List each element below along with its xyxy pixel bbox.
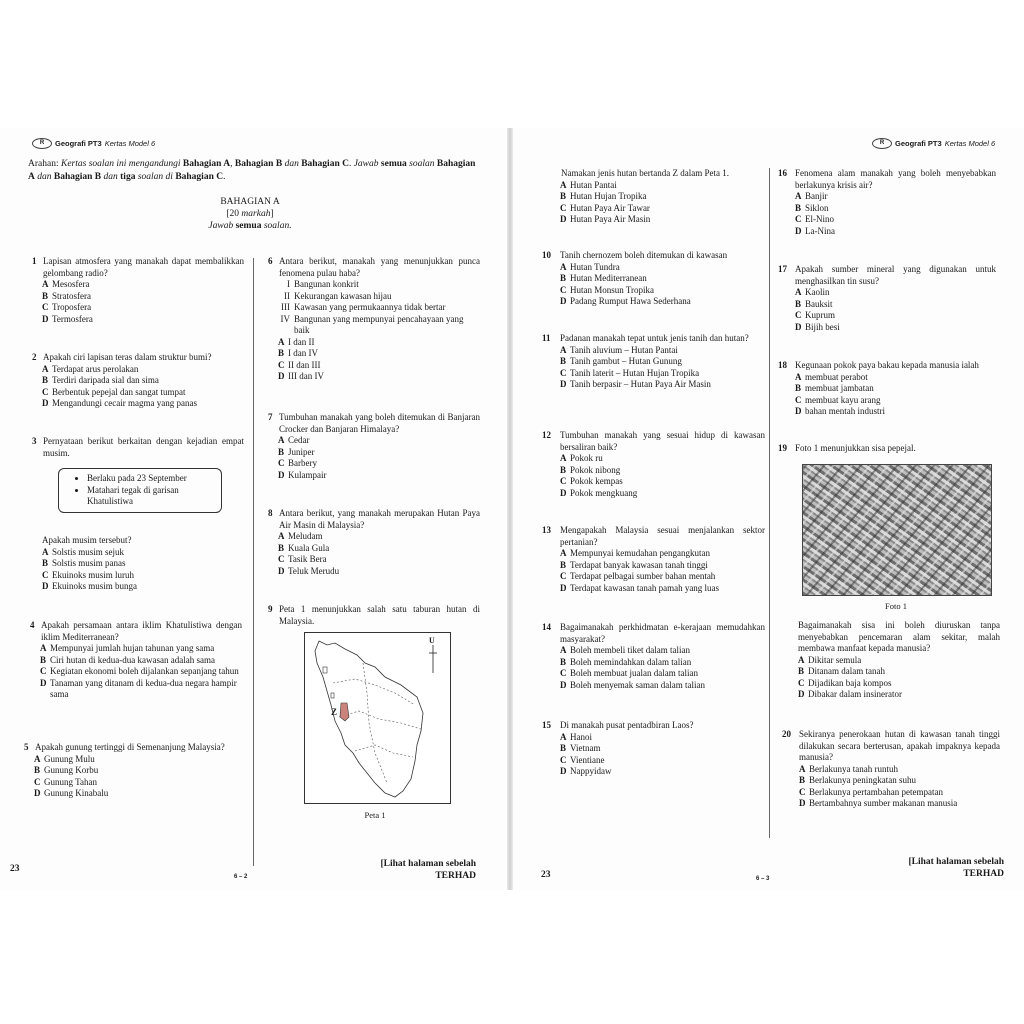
question-19-options: Bagaimanakah sisa ini boleh diuruskan tanpa menyebabkan pencemaran alam sekitar, malah membawa manfaat kepada manusia? A Dikitar semula B Ditanam dalam tanah C Dijadikan baja kompos D Dibakar dalam insinerator: [778, 620, 1000, 701]
header-subtitle: Kertas Model 6: [944, 139, 996, 148]
question-text: Tumbuhan manakah yang boleh ditemukan di Banjaran Crocker dan Banjaran Himalaya?: [279, 412, 480, 434]
question-text: Peta 1 menunjukkan salah satu taburan hutan di Malaysia.: [279, 604, 480, 626]
question-9-continued: Namakan jenis hutan bertanda Z dalam Peta 1. A Hutan Pantai B Hutan Hujan Tropika C Hutan Paya Air Tawar D Hutan Paya Air Masin: [550, 168, 765, 226]
right-header: [872, 138, 995, 150]
question-4: 4 Apakah persamaan antara iklim Khatulistiwa dengan iklim Mediterranean? A Mempunyai jumlah hujan tahunan yang sama B Ciri hutan di kedua-dua kawasan adalah sama C Kegiatan ekonomi boleh dijalankan sepanjang tahun D Tanaman yang ditanam di kedua-dua negara hampir sama: [30, 620, 242, 699]
map-label-z: Z: [331, 707, 338, 717]
question-text: Lapisan atmosfera yang manakah dapat membalikkan gelombang radio?: [43, 256, 244, 278]
peninsular-malaysia-map: [305, 633, 450, 803]
section-title: BAHAGIAN A: [220, 197, 280, 207]
column-divider: [253, 258, 254, 866]
question-text: Sekiranya penerokaan hutan di kawasan tanah tinggi dilakukan secara berterusan, apakah impaknya kepada manusia?: [799, 729, 1000, 762]
question-18: 18 Kegunaan pokok paya bakau kepada manusia ialah A membuat perabot B membuat jambatan C membuat kayu arang D bahan mentah industri: [778, 360, 996, 418]
question-text: Bagaimanakah perkhidmatan e-kerajaan memudahkan masyarakat?: [560, 622, 765, 644]
question-17: 17 Apakah sumber mineral yang digunakan untuk menghasilkan tin susu? A Kaolin B Bauksit C Kuprum D Bijih besi: [778, 264, 996, 332]
zone-z-marker: [340, 703, 349, 721]
column-divider: [769, 168, 770, 838]
question-text: Apakah persamaan antara iklim Khatulistiwa dengan iklim Mediterranean?: [41, 620, 242, 642]
header-subtitle: Kertas Model 6: [104, 139, 156, 148]
section-answer-all: Jawab semua soalan.: [208, 221, 292, 231]
photo-solid-waste: [802, 464, 992, 596]
question-14: 14 Bagaimanakah perkhidmatan e-kerajaan memudahkan masyarakat? A Boleh membeli tiket dalam talian B Boleh memindahkan dalam talian C Boleh membuat jualan dalam talian D Boleh menyemak saman dalam talian: [542, 622, 765, 690]
north-label: U: [429, 636, 435, 645]
question-text: Kegunaan pokok paya bakau kepada manusia ialah: [795, 360, 979, 370]
question-3: 3 Pernyataan berikut berkaitan dengan kejadian empat musim.: [32, 436, 244, 458]
question-text: Tanih chernozem boleh ditemukan di kawasan: [560, 250, 728, 260]
header-title: Geografi PT3: [895, 139, 942, 148]
question-text: Antara berikut, yang manakah merupakan Hutan Paya Air Masin di Malaysia?: [279, 508, 480, 530]
question-5: 5 Apakah gunung tertinggi di Semenanjung Malaysia? A Gunung Mulu B Gunung Korbu C Gunung Tahan D Gunung Kinabalu: [24, 742, 236, 800]
question-6: 6 Antara berikut, manakah yang menunjukkan punca fenomena pulau haba? I Bangunan konkrit II Kekurangan kawasan hijau III Kawasan yang permukaannya tidak bertar IV Bangunan yang mempunyai pencahayaan yang baik A I dan II B I dan IV C II dan III D III dan IV: [268, 256, 480, 381]
right-page-code: 6 – 3: [756, 876, 770, 882]
left-page-number: 23: [10, 864, 20, 874]
map-caption: Peta 1: [364, 810, 386, 820]
statement-box: • Berlaku pada 23 September • Matahari tegak di garisan Khatulistiwa: [58, 468, 222, 513]
right-page-number: 23: [541, 870, 551, 880]
state-boundary: [339, 711, 421, 729]
left-footer-note: [Lihat halaman sebelah TERHAD: [380, 859, 476, 881]
question-13: 13 Mengapakah Malaysia sesuai menjalankan sektor pertanian? A Mempunyai kemudahan pengangkutan B Terdapat banyak kawasan tanah tinggi C Terdapat pelbagai sumber bahan mentah D Terdapat kawasan tanah pamah yang luas: [542, 525, 765, 593]
question-9: 9 Peta 1 menunjukkan salah satu taburan hutan di Malaysia.: [268, 604, 480, 626]
section-heading: [150, 196, 350, 232]
question-16: 16 Fenomena alam manakah yang boleh menyebabkan berlakunya krisis air? A Banjir B Siklon C El-Nino D La-Nina: [778, 168, 996, 236]
question-text: Di manakah pusat pentadbiran Laos?: [560, 720, 694, 730]
question-text: Namakan jenis hutan bertanda Z dalam Peta 1.: [561, 168, 729, 178]
question-7: 7 Tumbuhan manakah yang boleh ditemukan di Banjaran Crocker dan Banjaran Himalaya? A Cedar B Juniper C Barbery D Kulampair: [268, 412, 480, 480]
question-text: Pernyataan berikut berkaitan dengan kejadian empat musim.: [43, 436, 244, 458]
question-3-options: Apakah musim tersebut? A Solstis musim sejuk B Solstis musim panas C Ekuinoks musim luruh D Ekuinoks musim bunga: [42, 535, 137, 591]
question-text: Fenomena alam manakah yang boleh menyebabkan berlakunya krisis air?: [795, 168, 996, 190]
question-text: Bagaimanakah sisa ini boleh diuruskan tanpa menyebabkan pencemaran alam sekitar, malah membawa manfaat kepada manusia?: [798, 620, 1000, 653]
section-marks: [20 markah]: [226, 209, 274, 219]
question-text: Apakah gunung tertinggi di Semenanjung Malaysia?: [35, 742, 225, 752]
island: [331, 693, 334, 698]
state-boundary: [363, 663, 387, 783]
question-text: Tumbuhan manakah yang sesuai hidup di kawasan bersaliran baik?: [560, 430, 765, 452]
question-15: 15 Di manakah pusat pentadbiran Laos? A Hanoi B Vietnam C Vientiane D Nappyidaw: [542, 720, 765, 778]
photo-caption: Foto 1: [885, 601, 907, 611]
question-text: Apakah sumber mineral yang digunakan untuk menghasilkan tin susu?: [795, 264, 996, 286]
state-boundary: [333, 679, 415, 705]
question-2: 2 Apakah ciri lapisan teras dalam struktur bumi? A Terdapat arus perolakan B Terdiri daripada sial dan sima C Berbentuk pepejal dan sangat tumpat D Mengandungi cecair magma yang panas: [32, 352, 244, 410]
question-text: Antara berikut, manakah yang menunjukkan punca fenomena pulau haba?: [279, 256, 480, 278]
question-20: 20 Sekiranya penerokaan hutan di kawasan tanah tinggi dilakukan secara berterusan, apakah impaknya kepada manusia? A Berlakunya tanah runtuh B Berlakunya peningkatan suhu C Berlakunya pertambahan petempatan D Bertambahnya sumber makanan manusia: [782, 729, 1000, 808]
right-footer-note: [Lihat halaman sebelah TERHAD: [908, 857, 1004, 879]
question-10: 10 Tanih chernozem boleh ditemukan di kawasan A Hutan Tundra B Hutan Mediterranean C Hutan Monsun Tropika D Padang Rumput Hawa Sederhana: [542, 250, 765, 308]
question-text: Padanan manakah tepat untuk jenis tanih dan hutan?: [560, 333, 749, 343]
question-text: Apakah ciri lapisan teras dalam struktur bumi?: [43, 352, 212, 362]
map-peta-1: [304, 632, 451, 804]
question-text: Mengapakah Malaysia sesuai menjalankan sektor pertanian?: [560, 525, 765, 547]
state-boundary: [355, 745, 413, 757]
question-12: 12 Tumbuhan manakah yang sesuai hidup di kawasan bersaliran baik? A Pokok ru B Pokok nibong C Pokok kempas D Pokok mengkuang: [542, 430, 765, 498]
island: [323, 667, 327, 673]
publisher-logo-icon: R: [872, 138, 892, 149]
header-title: Geografi PT3: [55, 139, 102, 148]
instructions: Arahan: Kertas soalan ini mengandungi Bahagian A, Bahagian B dan Bahagian C. Jawab semua soalan Bahagian A dan Bahagian B dan tiga soalan di Bahagian C.: [28, 159, 476, 182]
publisher-logo-icon: R: [32, 138, 52, 149]
question-text: Foto 1 menunjukkan sisa pepejal.: [795, 443, 916, 453]
book-spine: [507, 128, 513, 890]
question-8: 8 Antara berikut, yang manakah merupakan Hutan Paya Air Masin di Malaysia? A Meludam B Kuala Gula C Tasik Bera D Teluk Merudu: [268, 508, 480, 576]
question-19: 19 Foto 1 menunjukkan sisa pepejal.: [778, 443, 996, 455]
question-11: 11 Padanan manakah tepat untuk jenis tanih dan hutan? A Tanih aluvium – Hutan Pantai B Tanih gambut – Hutan Gunung C Tanih laterit – Hutan Hujan Tropika D Tanih berpasir – Hutan Paya Air Masin: [542, 333, 765, 391]
left-header: [32, 138, 155, 150]
left-page-code: 6 – 2: [234, 874, 248, 880]
question-1: 1 Lapisan atmosfera yang manakah dapat membalikkan gelombang radio? A Mesosfera B Stratosfera C Troposfera D Termosfera: [32, 256, 244, 324]
